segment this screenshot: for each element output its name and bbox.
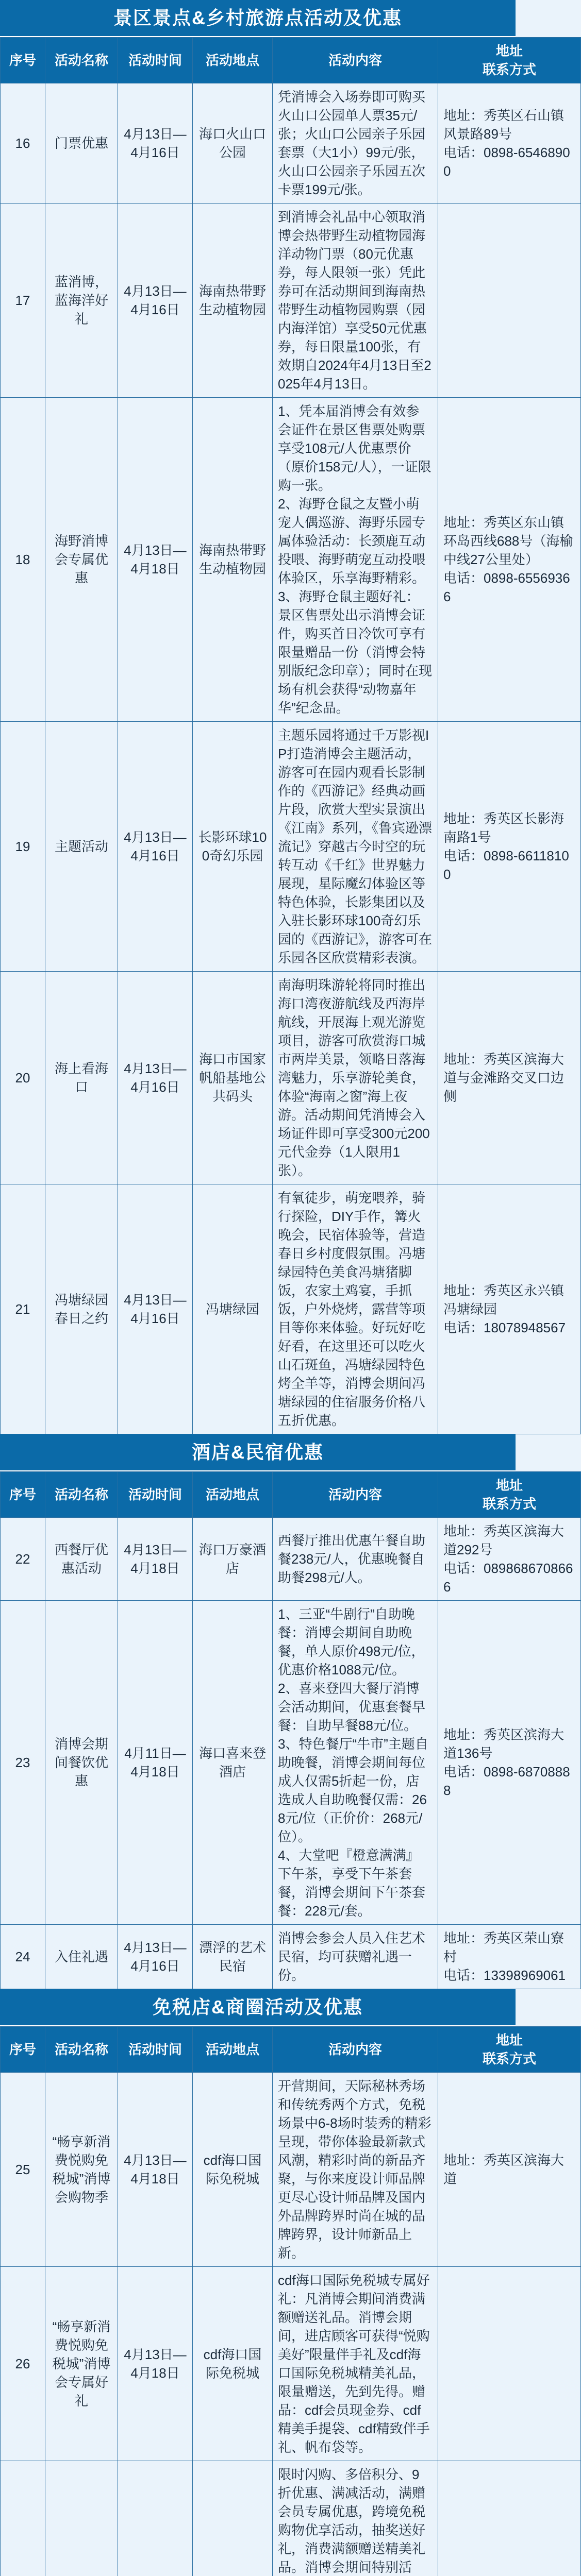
activity-place: 冯塘绿园 — [193, 1184, 273, 1434]
address-contact: 地址：秀英区滨海大道292号 电话：0898686708666 — [438, 1518, 581, 1601]
activity-time: 4月13日—4月16日 — [118, 204, 193, 398]
activity-time: 4月13日—4月18日 — [118, 2073, 193, 2267]
activity-name: “畅享新消费悦购免税城”消博会购物季 — [45, 2073, 118, 2267]
header-name: 活动名称 — [45, 1472, 118, 1518]
activity-content: 主题乐园将通过千万影视IP打造消博会主题活动，游客可在园内观看长影制作的《西游记》经典动画片段，欣赏大型实景演出《江南》系列，《鲁宾逊漂流记》穿越古今时空的玩转互动《千红》世界魅力展现，星际魔幻体验区等特色体验，长影集团以及入驻长影环球100奇幻乐园的《西游记》，游客可在乐园各区欣赏精彩表演。 — [273, 722, 438, 972]
table-header-row — [1, 38, 581, 83]
activity-name: 门票优惠 — [45, 83, 118, 204]
header-time: 活动时间 — [118, 2027, 193, 2073]
header-name: 活动名称 — [45, 38, 118, 83]
table-row — [1, 1518, 581, 1601]
rows-body — [1, 83, 581, 1434]
row-number: 21 — [1, 1184, 45, 1434]
activity-name: 冯塘绿园春日之约 — [45, 1184, 118, 1434]
row-number: 24 — [1, 1925, 45, 1989]
table-row — [1, 1601, 581, 1925]
section-title: 免税店&商圈活动及优惠 — [0, 1989, 516, 2026]
activity-place: 漂浮的艺术民宿 — [193, 1925, 273, 1989]
activity-time: 4月13日—4月18日 — [118, 2267, 193, 2461]
activity-name: 主题活动 — [45, 722, 118, 972]
row-number: 17 — [1, 204, 45, 398]
table-row — [1, 83, 581, 204]
activity-time: 4月13日—4月18日 — [118, 398, 193, 722]
header-content: 活动内容 — [273, 2027, 438, 2073]
table-row — [1, 2073, 581, 2267]
activity-name: 海野消博会专属优惠 — [45, 398, 118, 722]
activity-content: 到消博会礼品中心领取消博会热带野生动植物园海洋动物门票（80元优惠券，每人限领一张）凭此券可在活动期间到海南热带野生动植物园购票（园内海洋馆）享受50元优惠券，每日限量100张，有效期自2024年4月13日至2025年4月13日。 — [273, 204, 438, 398]
header-no: 序号 — [1, 1472, 45, 1518]
activity-content: 1、三亚“牛剧行”自助晚餐：消博会期间自助晚餐，单人原价498元/位，优惠价格1088元/位。 2、喜来登四大餐厅消博会活动期间，优惠套餐早餐：自助早餐88元/位。 3、特色餐厅“牛市”主题自助晚餐，消博会期间每位成人仅需5折起一份，店选成人自助晚餐仅需：268元/位（正价价：268元/位）。 4、大堂吧『橙意满满』下午茶，享受下午茶套餐，消博会期间下午茶套餐：228元/套。 — [273, 1601, 438, 1925]
address-contact: 地址：秀英区滨海大道与金滩路交叉口边侧 — [438, 972, 581, 1184]
activity-time: 4月13日—4月16日 — [118, 722, 193, 972]
rows-body — [1, 2073, 581, 2576]
section-title: 酒店&民宿优惠 — [0, 1434, 516, 1471]
header-place: 活动地点 — [193, 1472, 273, 1518]
activity-place: 海口市国家帆船基地公共码头 — [193, 972, 273, 1184]
activity-name: 消博会期间餐饮优惠 — [45, 1601, 118, 1925]
table-header-row — [1, 1472, 581, 1518]
activity-place: 海口喜来登酒店 — [193, 1601, 273, 1925]
header-address: 地址 联系方式 — [438, 38, 581, 83]
header-name: 活动名称 — [45, 2027, 118, 2073]
row-number: 22 — [1, 1518, 45, 1601]
activity-table — [0, 37, 581, 1434]
activity-name: 西餐厅优惠活动 — [45, 1518, 118, 1601]
activity-place: 海南热带野生动植物园 — [193, 398, 273, 722]
header-content: 活动内容 — [273, 38, 438, 83]
header-no: 序号 — [1, 2027, 45, 2073]
rows-body — [1, 1518, 581, 1989]
header-time: 活动时间 — [118, 38, 193, 83]
activity-name: 入住礼遇 — [45, 1925, 118, 1989]
row-number: 23 — [1, 1601, 45, 1925]
activity-place: 海口火山口公园 — [193, 83, 273, 204]
activity-time: 4月13日—4月16日 — [118, 83, 193, 204]
address-contact: 地址：秀英区滨海大道136号 电话：0898-68708888 — [438, 1601, 581, 1925]
row-number: 19 — [1, 722, 45, 972]
activity-table — [0, 2026, 581, 2576]
address-contact: 地址：秀英区滨海大道 — [438, 2073, 581, 2267]
activity-time: 4月13日—4月16日 — [118, 1184, 193, 1434]
header-content: 活动内容 — [273, 1472, 438, 1518]
table-header-row — [1, 2027, 581, 2073]
activity-content: 开营期间，天际秘林秀场和传统秀两个方式，免税场景中6-8场时装秀的精彩呈现，带你体验最新款式风潮，精彩时尚的新品齐聚，与你来度设计师品牌更尽心设计师品牌及国内外品牌跨界时尚在城的品牌跨界，设计师新品上新。 — [273, 2073, 438, 2267]
activity-name: 蓝消博，蓝海洋好礼 — [45, 204, 118, 398]
activity-content: 有氧徒步，萌宠喂养，骑行探险，DIY手作，篝火晚会，民宿体验等，营造春日乡村度假氛围。冯塘绿园特色美食冯塘猪脚饭，农家土鸡宴，手抓饭，户外烧烤，露营等项目等你来体验。好玩好吃好看，在这里还可以吃火山石斑鱼，冯塘绿园特色烤全羊等，消博会期间冯塘绿园的住宿服务价格八五折优惠。 — [273, 1184, 438, 1434]
row-number: 26 — [1, 2267, 45, 2461]
activity-place: cdf海口国际免税城 — [193, 2267, 273, 2461]
activity-place: 长影环球100奇幻乐园 — [193, 722, 273, 972]
table-row — [1, 2461, 581, 2576]
activity-place: 海口万豪酒店 — [193, 1518, 273, 1601]
row-number — [1, 2461, 45, 2576]
activity-time: 4月13日—4月16日 — [118, 972, 193, 1184]
table-row — [1, 722, 581, 972]
row-number: 20 — [1, 972, 45, 1184]
activity-name: 海上看海口 — [45, 972, 118, 1184]
activity-name — [45, 2461, 118, 2576]
table-row — [1, 2267, 581, 2461]
header-place: 活动地点 — [193, 38, 273, 83]
activity-table — [0, 1471, 581, 1989]
activity-content: cdf海口国际免税城专属好礼：凡消博会期间消费满额赠送礼品。消博会期间，进店顾客可获得“悦购美好”限量伴手礼及cdf海口国际免税城精美礼品，限量赠送，先到先得。赠品：cdf会员现金券、cdf精美手提袋、cdf精致伴手礼、帆布袋等。 — [273, 2267, 438, 2461]
address-contact — [438, 204, 581, 398]
address-contact: 地址：秀英区长影海南路1号 电话：0898-66118100 — [438, 722, 581, 972]
row-number: 18 — [1, 398, 45, 722]
activity-content: 消博会参会人员入住艺术民宿，均可获赠礼遇一份。 — [273, 1925, 438, 1989]
activity-place — [193, 2461, 273, 2576]
table-row — [1, 1925, 581, 1989]
activity-place: 海南热带野生动植物园 — [193, 204, 273, 398]
activity-time: 4月11日—4月18日 — [118, 1601, 193, 1925]
activity-time: 4月13日—4月18日 — [118, 1518, 193, 1601]
activity-time: 4月13日—4月16日 — [118, 1925, 193, 1989]
activity-content: 凭消博会入场券即可购买火山口公园单人票35元/张；火山口公园亲子乐园套票（大1小）99元/张，火山口公园亲子乐园五次卡票199元/张。 — [273, 83, 438, 204]
header-address: 地址 联系方式 — [438, 2027, 581, 2073]
table-row — [1, 398, 581, 722]
address-contact: 地址：秀英区石山镇风景路89号 电话：0898-65468900 — [438, 83, 581, 204]
address-contact: 地址：秀英区东山镇环岛西线688号（海榆中线27公里处） 电话：0898-65569366 — [438, 398, 581, 722]
row-number: 25 — [1, 2073, 45, 2267]
table-row — [1, 204, 581, 398]
section-title: 景区景点&乡村旅游点活动及优惠 — [0, 0, 516, 37]
address-contact: 地址：秀英区永兴镇冯塘绿园 电话：18078948567 — [438, 1184, 581, 1434]
activity-content: 1、凭本届消博会有效参会证件在景区售票处购票享受108元/人优惠票价（原价158元/人），一证限购一张。 2、海野仓鼠之友暨小萌宠人偶巡游、海野乐园专属体验活动：长颈鹿互动投喂、海野萌宠互动投喂体验区，乐享海野精彩。 3、海野仓鼠主题好礼：景区售票处出示消博会证件，购买首日冷饮可享有限量赠品一份（消博会特别版纪念印章）；同时在现场有机会获得“动物嘉年华”纪念品。 — [273, 398, 438, 722]
table-row — [1, 1184, 581, 1434]
address-contact — [438, 2267, 581, 2461]
header-address: 地址 联系方式 — [438, 1472, 581, 1518]
activity-name: “畅享新消费悦购免税城”消博会专属好礼 — [45, 2267, 118, 2461]
header-place: 活动地点 — [193, 2027, 273, 2073]
table-row — [1, 972, 581, 1184]
row-number: 16 — [1, 83, 45, 204]
activity-content: 南海明珠游轮将同时推出海口湾夜游航线及西海岸航线，开展海上观光游览项目，游客可欣赏海口城市两岸美景，领略日落海湾魅力，乐享游轮美食，体验“海南之窗”海上夜游。活动期间凭消博会入场证件即可享受300元200元代金券（1人限用1张）。 — [273, 972, 438, 1184]
header-time: 活动时间 — [118, 1472, 193, 1518]
header-no: 序号 — [1, 38, 45, 83]
activity-time — [118, 2461, 193, 2576]
activity-content: 限时闪购、多倍积分、9折优惠、满减活动，满赠会员专属优惠，跨境免税购物优享活动，抽奖送好礼，消费满额赠送精美礼品。消博会期间特别活 — [273, 2461, 438, 2576]
address-contact — [438, 2461, 581, 2576]
address-contact: 地址：秀英区荣山寮村 电话：13398969061 — [438, 1925, 581, 1989]
activity-place: cdf海口国际免税城 — [193, 2073, 273, 2267]
activity-content: 西餐厅推出优惠午餐自助餐238元/人，优惠晚餐自助餐298元/人。 — [273, 1518, 438, 1601]
